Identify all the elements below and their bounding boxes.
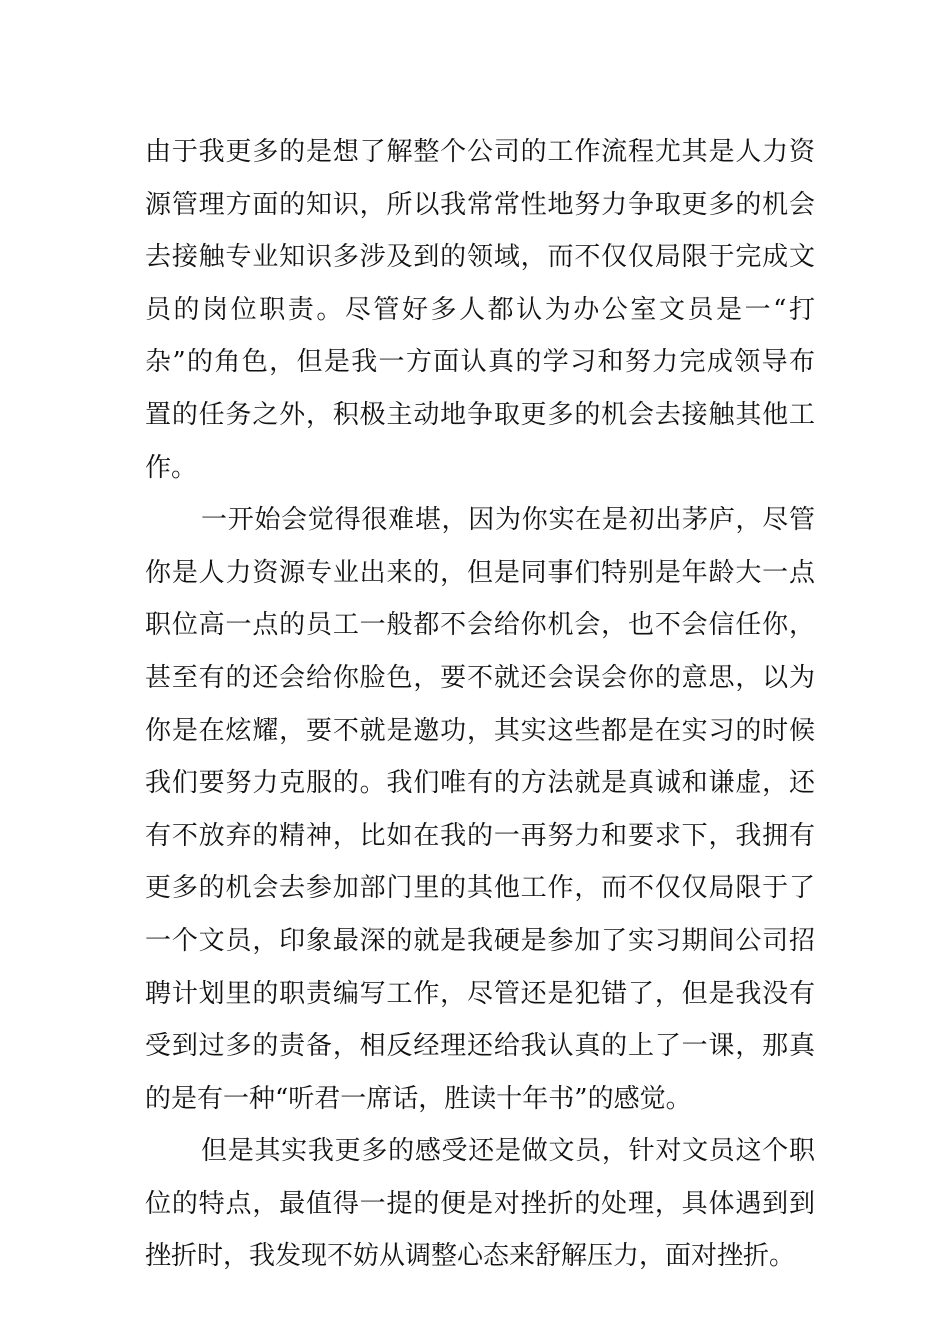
paragraph-2-line-12: 的是有一种“听君一席话，胜读十年书”的感觉。 xyxy=(145,1083,692,1114)
paragraph-2-line-4: 甚至有的还会给你脸色，要不就还会误会你的意思，以为 xyxy=(145,662,815,693)
paragraph-1-line-6: 置的任务之外，积极主动地争取更多的机会去接触其他工 xyxy=(145,399,815,430)
paragraph-2-line-8: 更多的机会去参加部门里的其他工作，而不仅仅局限于了 xyxy=(145,873,815,904)
paragraph-2-line-11: 受到过多的责备，相反经理还给我认真的上了一课，那真 xyxy=(145,1031,815,1062)
paragraph-2-line-9: 一个文员，印象最深的就是我硬是参加了实习期间公司招 xyxy=(145,925,815,956)
paragraph-2-line-2: 你是人力资源专业出来的，但是同事们特别是年龄大一点 xyxy=(145,557,815,588)
paragraph-2-line-5: 你是在炫耀，要不就是邀功，其实这些都是在实习的时候 xyxy=(145,715,815,746)
paragraph-1-line-4: 员的岗位职责。尽管好多人都认为办公室文员是一“打 xyxy=(145,294,815,325)
paragraph-1-line-3: 去接触专业知识多涉及到的领域，而不仅仅局限于完成文 xyxy=(145,242,815,273)
document-body xyxy=(145,126,815,1283)
paragraph-2-line-3: 职位高一点的员工一般都不会给你机会，也不会信任你， xyxy=(145,610,815,641)
paragraph-2-line-10: 聘计划里的职责编写工作，尽管还是犯错了，但是我没有 xyxy=(145,978,815,1009)
paragraph-1-line-1: 由于我更多的是想了解整个公司的工作流程尤其是人力资 xyxy=(145,137,815,167)
paragraph-1-line-7: 作。 xyxy=(145,452,198,483)
paragraph-2-line-1: 一开始会觉得很难堪，因为你实在是初出茅庐，尽管 xyxy=(201,505,815,536)
paragraph-3-line-3: 挫折时，我发现不妨从调整心态来舒解压力，面对挫折。 xyxy=(145,1241,796,1272)
paragraph-2-line-6: 我们要努力克服的。我们唯有的方法就是真诚和谦虚，还 xyxy=(145,768,815,799)
paragraph-1-line-5: 杂”的角色，但是我一方面认真的学习和努力完成领导布 xyxy=(145,347,815,378)
paragraph-1-line-2: 源管理方面的知识，所以我常常性地努力争取更多的机会 xyxy=(145,189,815,220)
paragraph-3-line-2: 位的特点，最值得一提的便是对挫折的处理，具体遇到到 xyxy=(145,1188,815,1219)
paragraph-3-line-1: 但是其实我更多的感受还是做文员，针对文员这个职 xyxy=(201,1136,815,1167)
paragraph-2-line-7: 有不放弃的精神，比如在我的一再努力和要求下，我拥有 xyxy=(145,820,815,851)
